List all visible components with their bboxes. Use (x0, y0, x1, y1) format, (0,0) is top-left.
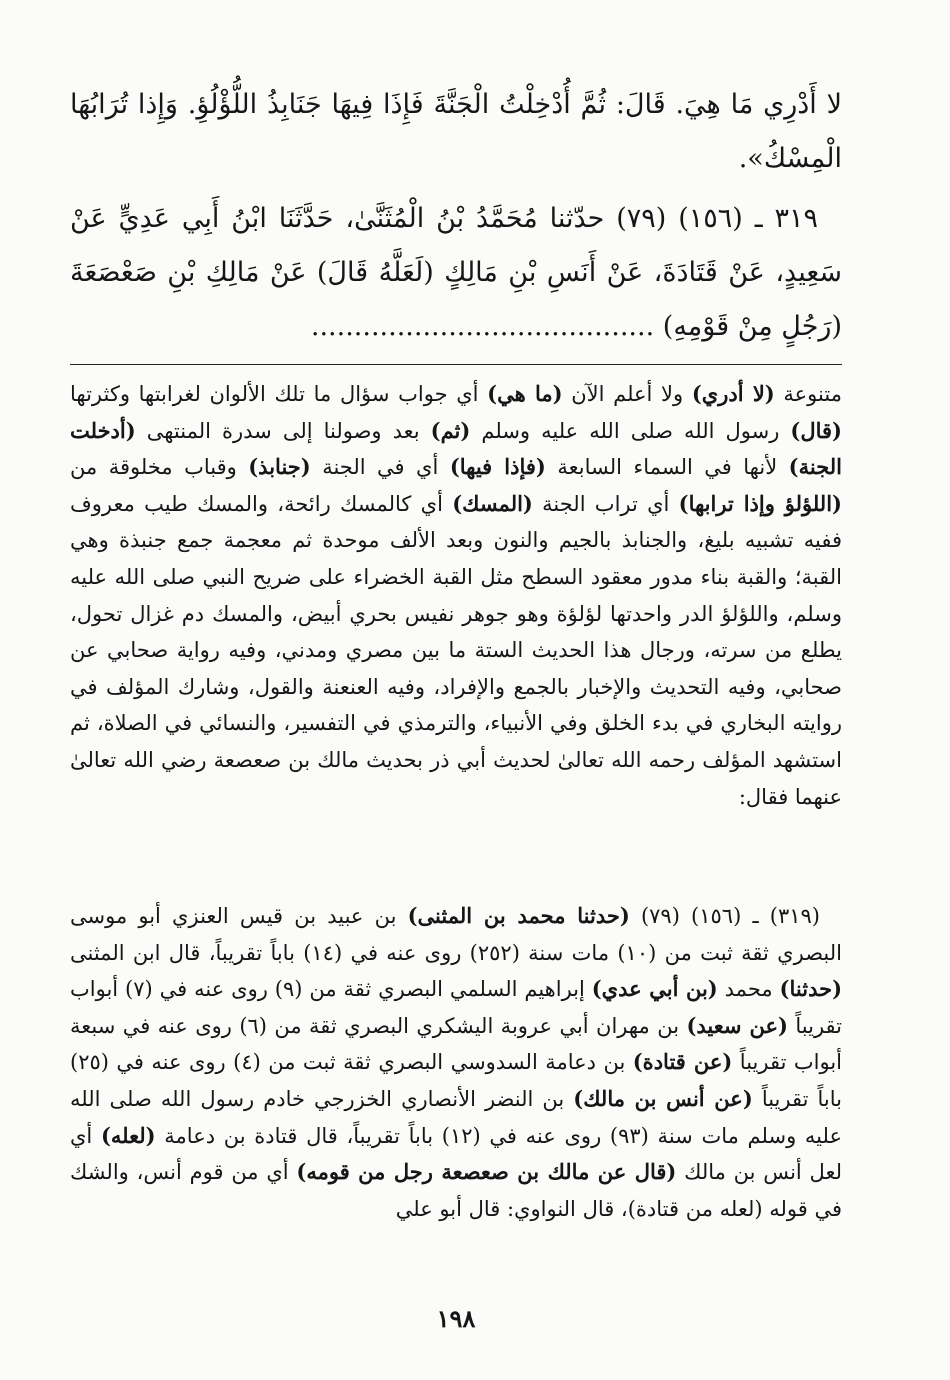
hadith-319-text: ٣١٩ ـ (١٥٦) (٧٩) حدّثنا مُحَمَّدُ بْنُ الْمُثَنَّىٰ، حَدَّثَنَا ابْنُ أَبِي عَدِيٍّ عَنْ سَعِيدٍ، عَنْ قَتَادَةَ، عَنْ أَنَسِ بْنِ مَالِكٍ (لَعَلَّهُ قَالَ) عَنْ مَالِكِ بْنِ صَعْصَعَةَ (رَجُلٍ مِنْ قَوْمِهِ) (70, 203, 842, 342)
commentary-paragraph (70, 376, 842, 815)
commentary-text: متنوعة (774, 382, 842, 406)
commentary-keyword: (أدخلت الجنة) (70, 417, 842, 480)
explanation-keyword: (قال عن مالك بن صعصعة رجل من قومه) (296, 1159, 677, 1185)
explanation-keyword: (عن قتادة) (632, 1049, 733, 1075)
commentary-keyword: (فإذا فيها) (449, 454, 546, 480)
commentary-text: أي تراب الجنة (532, 491, 679, 516)
commentary-text: أي جواب سؤال ما تلك الألوان لغرابتها وكثرتها (70, 382, 488, 406)
hadith-continuation-paragraph: لا أَدْرِي مَا هِيَ. قَالَ: ثُمَّ أُدْخِلْتُ الْجَنَّةَ فَإِذَا فِيهَا جَنَابِذُ اللُّؤْلُؤِ. وَإِذا تُرَابُهَا الْمِسْكُ». (70, 89, 842, 174)
hadith-319-paragraph (70, 192, 842, 354)
explanation-keyword: (بن أبي عدي) (591, 976, 718, 1002)
explanation-text: (٣١٩) ـ (١٥٦) (٧٩) (629, 904, 820, 928)
commentary-keyword: (اللؤلؤ وإذا ترابها) (678, 490, 842, 516)
commentary-keyword: (ما هي) (487, 381, 563, 406)
commentary-text: أي كالمسك رائحة، والمسك طيب معروف ففيه تشبيه بليغ، والجنابذ بالجيم والنون وبعد الألف موحدة ثم معجمة جمع جنبذة وهي القبة؛ والقبة بناء مدور معقود السطح مثل القبة الخضراء على ضريح النبي صلى الله عليه وسلم، واللؤلؤ الدر واحدتها لؤلؤة وهو جوهر نفيس بحري أبيض، والمسك دم غزال تحول، يطلع من سرته، ورجال هذا الحديث الستة ما بين مصري ومدني، وفيه رواية صحابي عن صحابي، وفيه التحديث والإخبار بالجمع والإفراد، وفيه العنعنة والقول، وشارك المؤلف في روايته البخاري في بدء الخلق وفي الأنبياء، والترمذي في التفسير، والنسائي في الصلاة، ثم استشهد المؤلف رحمه الله تعالىٰ لحديث أبي ذر بحديث مالك بن صعصعة رضي الله تعالىٰ عنهما فقال: (70, 491, 842, 809)
narrator-chain-explanation (70, 898, 842, 1227)
commentary-text: أي في الجنة (310, 455, 450, 480)
explanation-text: بن دعامة السدوسي البصري ثقة ثبت من (٤) روى عنه في (٢٥) باباً تقريباً (70, 1050, 842, 1111)
book-page (70, 78, 842, 1348)
footnote-divider (70, 364, 842, 365)
commentary-text: رسول الله صلى الله عليه وسلم (470, 418, 791, 443)
explanation-text: بن النضر الأنصاري الخزرجي خادم رسول الله صلى الله عليه وسلم مات سنة (٩٣) روى عنه في (١٢) باباً تقريباً، قال قتادة بن دعامة (70, 1086, 842, 1148)
explanation-keyword: (عن سعيد) (686, 1012, 788, 1038)
commentary-keyword: (المسك) (452, 490, 533, 516)
explanation-text: أي من قوم أنس، والشك في قوله (لعله من قتادة)، قال النواوي: قال أبو علي (70, 1160, 842, 1221)
ellipsis-dots: ........................................ (310, 311, 655, 342)
explanation-text: بن عبيد بن قيس العنزي أبو موسى البصري ثقة ثبت من (١٠) مات سنة (٢٥٢) روى عنه في (١٤) باباً تقريباً، قال ابن المثنى (70, 904, 842, 965)
explanation-paragraph (70, 898, 842, 1227)
explanation-text: بن مهران أبي عروبة اليشكري البصري ثقة من (٦) روى عنه في سبعة أبواب تقريباً (70, 1013, 843, 1075)
commentary-keyword: (ثم) (430, 417, 471, 443)
commentary-keyword: (جنابذ) (248, 454, 311, 480)
commentary-keyword: (قال) (790, 417, 842, 443)
commentary-keyword: (لا أدري) (691, 381, 775, 406)
page-number: ١٩٨ (436, 1304, 476, 1333)
commentary-text: لأنها في السماء السابعة (545, 455, 789, 480)
explanation-text: إبراهيم السلمي البصري ثقة من (٩) روى عنه في (٧) أبواب تقريباً (70, 977, 843, 1038)
explanation-keyword: (لعله) (100, 1122, 156, 1148)
explanation-keyword: (عن أنس بن مالك) (573, 1085, 753, 1111)
explanation-keyword: (حدثنا محمد بن المثنى) (407, 903, 630, 928)
explanation-keyword: (حدثنا) (779, 976, 843, 1002)
hadith-text-block (70, 78, 842, 354)
explanation-text: أي لعل أنس بن مالك (70, 1123, 842, 1185)
explanation-text: محمد (717, 977, 780, 1002)
commentary-text: بعد وصولنا إلى سدرة المنتهى (135, 418, 431, 443)
commentary-text: ولا أعلم الآن (562, 382, 692, 406)
commentary-text: وقباب مخلوقة من (70, 455, 249, 480)
commentary-block (70, 376, 842, 815)
